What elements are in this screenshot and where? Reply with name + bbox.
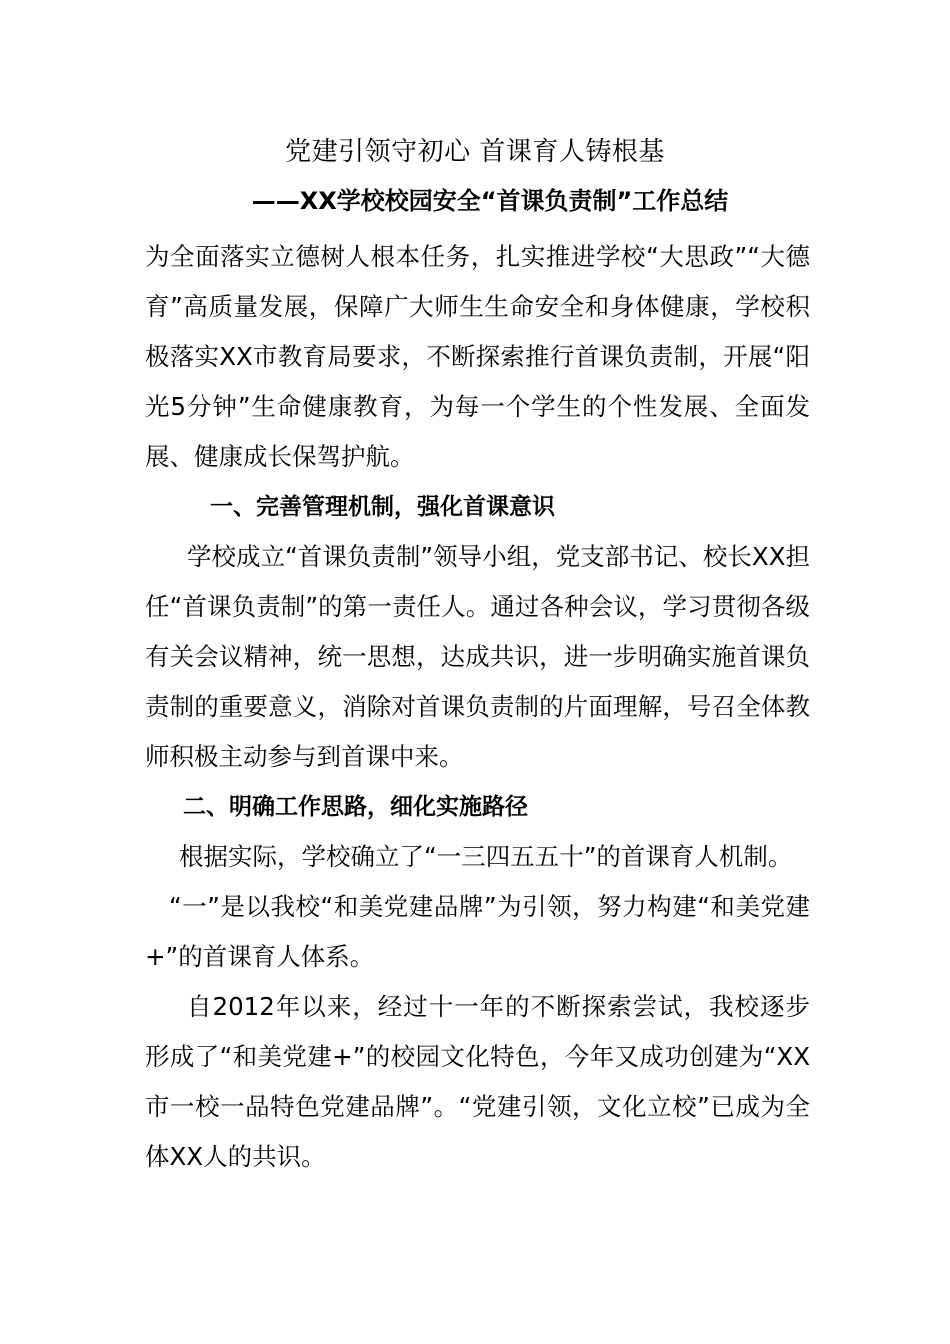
intro-paragraph: 为全面落实立德树人根本任务，扎实推进学校“大思政”“大德育”高质量发展，保障广大师生生命安全和身体健康，学校积极落实XX市教育局要求，不断探索推行首课负责制，开展“阳光5分钟”生命健康教育，为每一个学生的个性发展、全面发展、健康成长保驾护航。 (145, 242, 810, 471)
section-2-paragraph-3: 自2012年以来，经过十一年的不断探索尝试，我校逐步形成了“和美党建+”的校园文化特色，今年又成功创建为“XX市一校一品特色党建品牌”。“党建引领，文化立校”已成为全体XX人的共识。 (145, 992, 810, 1171)
section-2-heading: 二、明确工作思路，细化实施路径 (183, 794, 528, 820)
section-1-paragraph: 学校成立“首课负责制”领导小组，党支部书记、校长XX担任“首课负责制”的第一责任人。通过各种会议，学习贯彻各级有关会议精神，统一思想，达成共识，进一步明确实施首课负责制的重要意义，消除对首课负责制的片面理解，号召全体教师积极主动参与到首课中来。 (145, 542, 810, 771)
section-2-paragraph-1: 根据实际，学校确立了“一三四五五十”的首课育人机制。 (179, 842, 793, 871)
document-title: 党建引领守初心 首课育人铸根基 (285, 137, 665, 167)
document-subtitle: ——XX学校校园安全“首课负责制”工作总结 (251, 187, 729, 215)
section-2-paragraph-2: “一”是以我校“和美党建品牌”为引领，努力构建“和美党建+”的首课育人体系。 (145, 892, 810, 971)
section-1-heading: 一、完善管理机制，强化首课意识 (210, 494, 555, 520)
document-body (145, 232, 810, 1182)
